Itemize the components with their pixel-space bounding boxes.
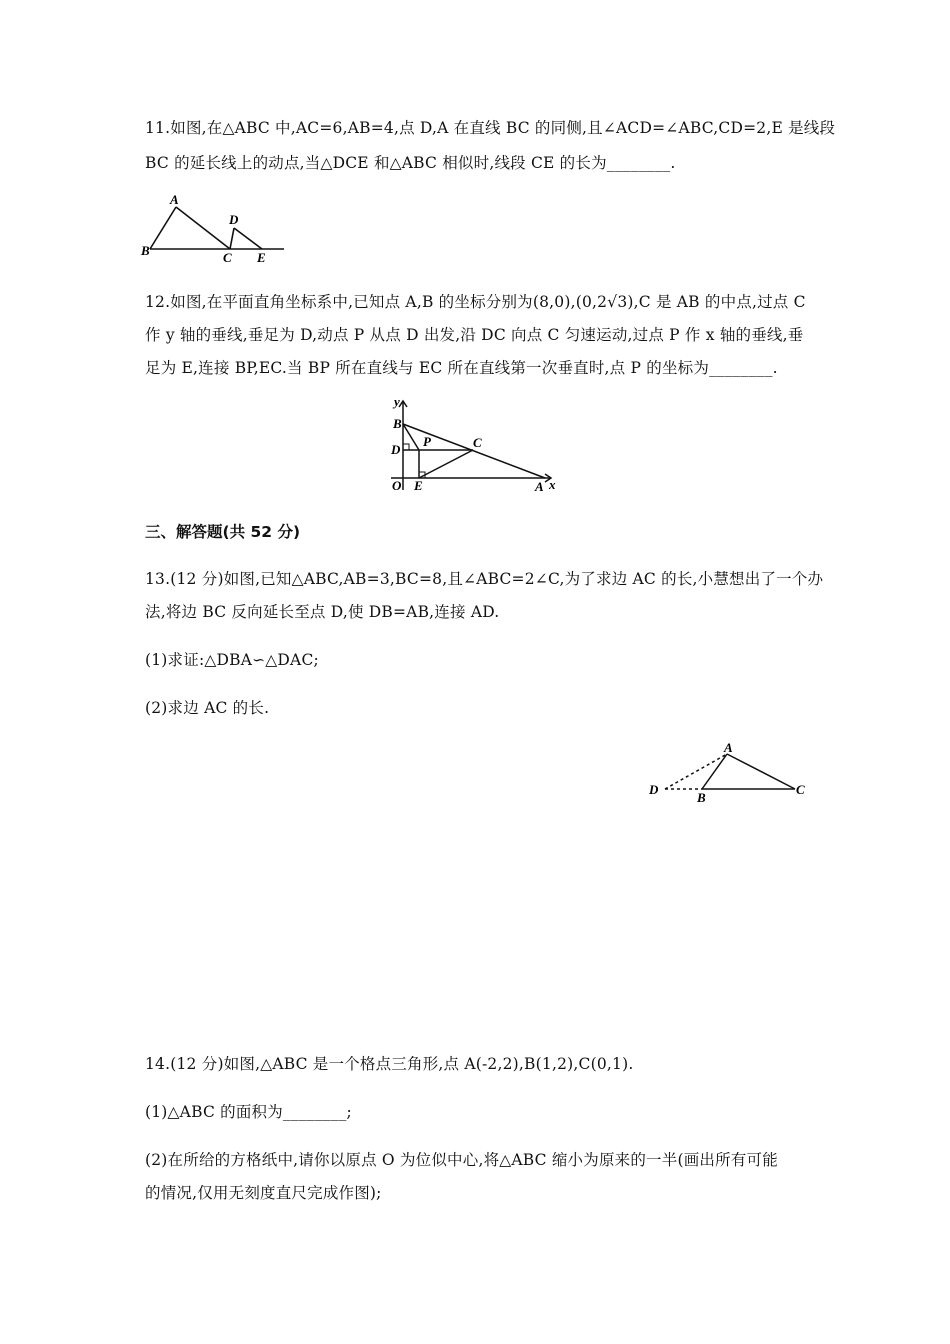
q12-label-y: y — [394, 394, 400, 409]
q11-segment-de — [234, 228, 262, 249]
q13-label-b: B — [697, 790, 706, 804]
q13-part-1: (1)求证:△DBA∽△DAC; — [145, 651, 319, 669]
q12-label-o: O — [392, 478, 402, 493]
q13-part-2: (2)求边 AC 的长. — [145, 699, 270, 717]
q13-label-a: A — [724, 740, 733, 755]
q11-label-e: E — [257, 250, 266, 264]
q12-label-b: B — [393, 416, 402, 431]
q12-segment-ec — [419, 450, 473, 478]
q12-right-angle-d — [403, 444, 409, 450]
q12-label-e: E — [414, 478, 423, 493]
q13-figure — [645, 738, 815, 804]
q13-text-line-2: 法,将边 BC 反向延长至点 D,使 DB=AB,连接 AD. — [145, 603, 500, 621]
q11-text-line-1: 11.如图,在△ABC 中,AC=6,AB=4,点 D,A 在直线 BC 的同侧,且∠ACD=∠ABC,CD=2,E 是线段 — [145, 119, 836, 137]
q12-text-line-2: 作 y 轴的垂线,垂足为 D,动点 P 从点 D 出发,沿 DC 向点 C 匀速运动,过点 P 作 x 轴的垂线,垂 — [145, 326, 804, 344]
q11-label-a: A — [170, 192, 179, 207]
q12-text-line-3: 足为 E,连接 BP,EC.当 BP 所在直线与 EC 所在直线第一次垂直时,点 P 的坐标为________. — [145, 359, 778, 377]
q11-label-d: D — [229, 212, 239, 227]
q14-part-2-line-2: 的情况,仅用无刻度直尺完成作图); — [145, 1184, 382, 1202]
q14-part-1: (1)△ABC 的面积为________; — [145, 1103, 352, 1121]
q11-figure — [138, 192, 288, 264]
q12-label-c: C — [473, 435, 482, 450]
q12-label-d: D — [391, 442, 401, 457]
q12-text-line-1: 12.如图,在平面直角坐标系中,已知点 A,B 的坐标分别为(8,0),(0,2√3),C 是 AB 的中点,过点 C — [145, 293, 806, 311]
q12-figure — [385, 394, 560, 496]
q11-segment-ac — [176, 207, 230, 249]
q13-segment-ba — [702, 754, 727, 789]
q13-label-c: C — [796, 782, 805, 797]
q11-segment-ab — [150, 207, 176, 249]
q12-label-a: A — [535, 479, 544, 494]
q11-segment-cd — [230, 228, 234, 249]
q13-segment-ac — [727, 754, 795, 789]
q13-segment-da — [665, 754, 727, 789]
q14-text-line-1: 14.(12 分)如图,△ABC 是一个格点三角形,点 A(-2,2),B(1,2),C(0,1). — [145, 1055, 634, 1073]
q12-label-x: x — [549, 477, 556, 492]
q11-text-line-2: BC 的延长线上的动点,当△DCE 和△ABC 相似时,线段 CE 的长为________. — [145, 154, 676, 172]
q11-label-b: B — [141, 243, 150, 258]
section-heading: 三、解答题(共 52 分) — [145, 523, 301, 541]
q11-label-c: C — [223, 250, 232, 264]
q12-segment-bp — [403, 424, 419, 450]
q14-part-2-line-1: (2)在所给的方格纸中,请你以原点 O 为位似中心,将△ABC 缩小为原来的一半(画出所有可能 — [145, 1151, 778, 1169]
q13-text-line-1: 13.(12 分)如图,已知△ABC,AB=3,BC=8,且∠ABC=2∠C,为了求边 AC 的长,小慧想出了一个办 — [145, 570, 824, 588]
q12-label-p: P — [423, 434, 431, 449]
q12-segment-ab — [403, 424, 545, 478]
q13-label-d: D — [649, 782, 659, 797]
